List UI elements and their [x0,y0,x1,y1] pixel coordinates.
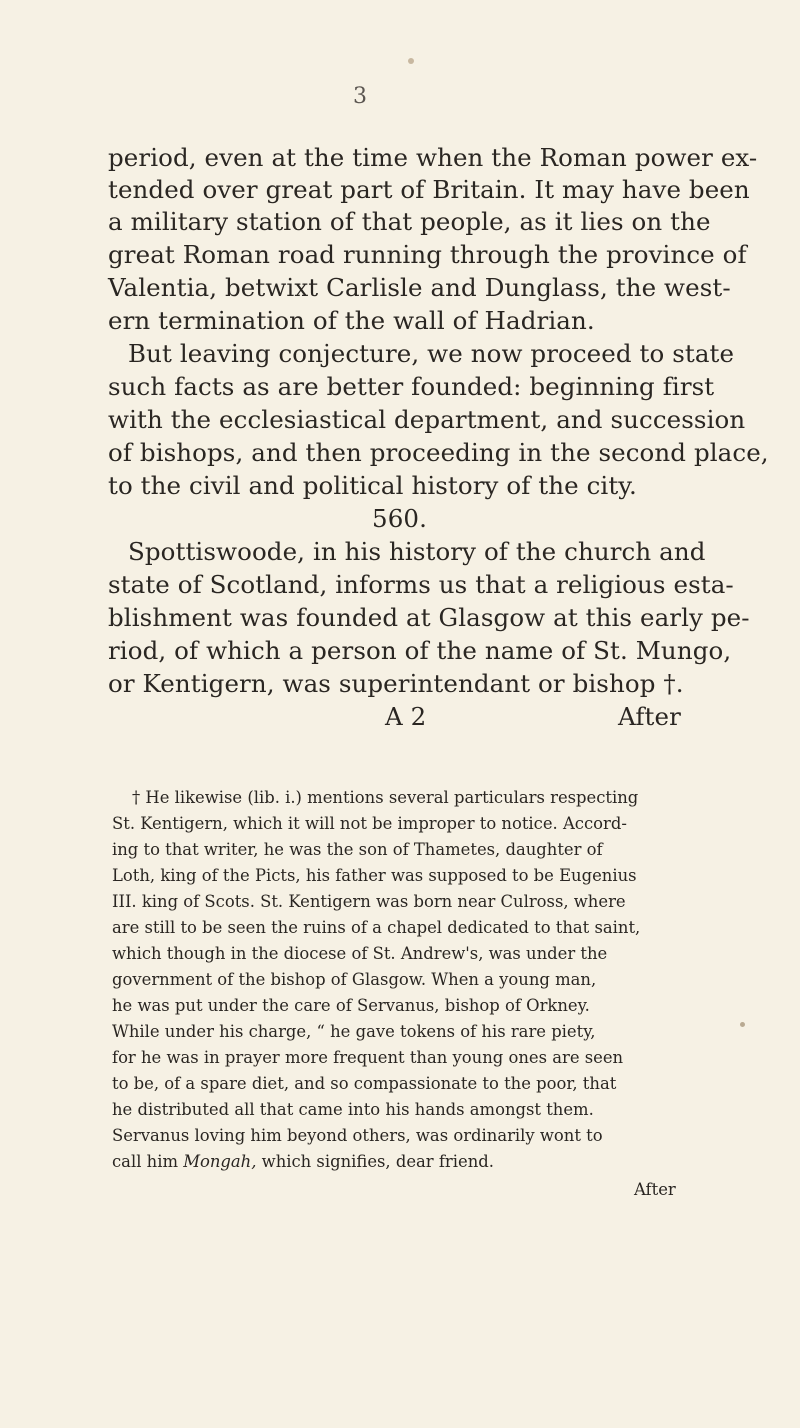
text-line: ern termination of the wall of Hadrian. [108,306,595,335]
footnote-line: which though in the diocese of St. Andrew's, was under the [112,944,608,963]
text-line: riod, of which a person of the name of St. Mungo, [108,636,732,665]
footnote-italic-word: Mongah, [183,1152,257,1171]
footnote-line: are still to be seen the ruins of a chapel dedicated to that saint, [112,918,641,937]
text-line: period, even at the time when the Roman power ex- [108,143,758,172]
text-line: or Kentigern, was superintendant or bishop †. [108,669,684,698]
footnote-line: III. king of Scots. St. Kentigern was born near Culross, where [112,892,626,911]
text-line: Spottiswoode, in his history of the church and [128,537,706,566]
section-year: 560. [372,504,427,533]
ink-speck [740,1022,745,1027]
text-line: a military station of that people, as it lies on the [108,207,711,236]
text-line: with the ecclesiastical department, and succession [108,405,746,434]
text-line: state of Scotland, informs us that a religious esta- [108,570,734,599]
footnote-catchword: After [634,1180,676,1199]
footnote-line: he distributed all that came into his hands amongst them. [112,1100,594,1119]
footnote-line: he was put under the care of Servanus, bishop of Orkney. [112,996,590,1015]
footnote-line: Servanus loving him beyond others, was ordinarily wont to [112,1126,603,1145]
text-line: tended over great part of Britain. It may have been [108,175,750,204]
footnote-line: Loth, king of the Picts, his father was supposed to be Eugenius [112,866,637,885]
text-line: of bishops, and then proceeding in the second place, [108,438,769,467]
page-number: 3 [353,84,367,109]
footnote-line: for he was in prayer more frequent than young ones are seen [112,1048,624,1067]
footnote-line: ing to that writer, he was the son of Thametes, daughter of [112,840,603,859]
text-line: such facts as are better founded: beginning first [108,372,715,401]
footnote-line-last [112,1154,494,1170]
catchword: After [618,702,681,731]
text-line: Valentia, betwixt Carlisle and Dunglass, the west- [108,273,731,302]
footnote-text: call him [112,1152,184,1171]
text-line: to the civil and political history of the city. [108,471,637,500]
text-line: blishment was founded at Glasgow at this early pe- [108,603,750,632]
signature-mark: A 2 [385,702,427,731]
ink-speck [408,58,414,64]
text-line: But leaving conjecture, we now proceed to state [128,339,735,368]
footnote-text: which signifies, dear friend. [256,1152,494,1171]
footnote-line: government of the bishop of Glasgow. When a young man, [112,970,597,989]
footnote-line: † He likewise (lib. i.) mentions several particulars respecting [132,788,639,807]
text-line: great Roman road running through the province of [108,240,747,269]
footnote-line: to be, of a spare diet, and so compassionate to the poor, that [112,1074,617,1093]
footnote-line: St. Kentigern, which it will not be improper to notice. Accord- [112,814,627,833]
footnote-line: While under his charge, “ he gave tokens of his rare piety, [112,1022,596,1041]
